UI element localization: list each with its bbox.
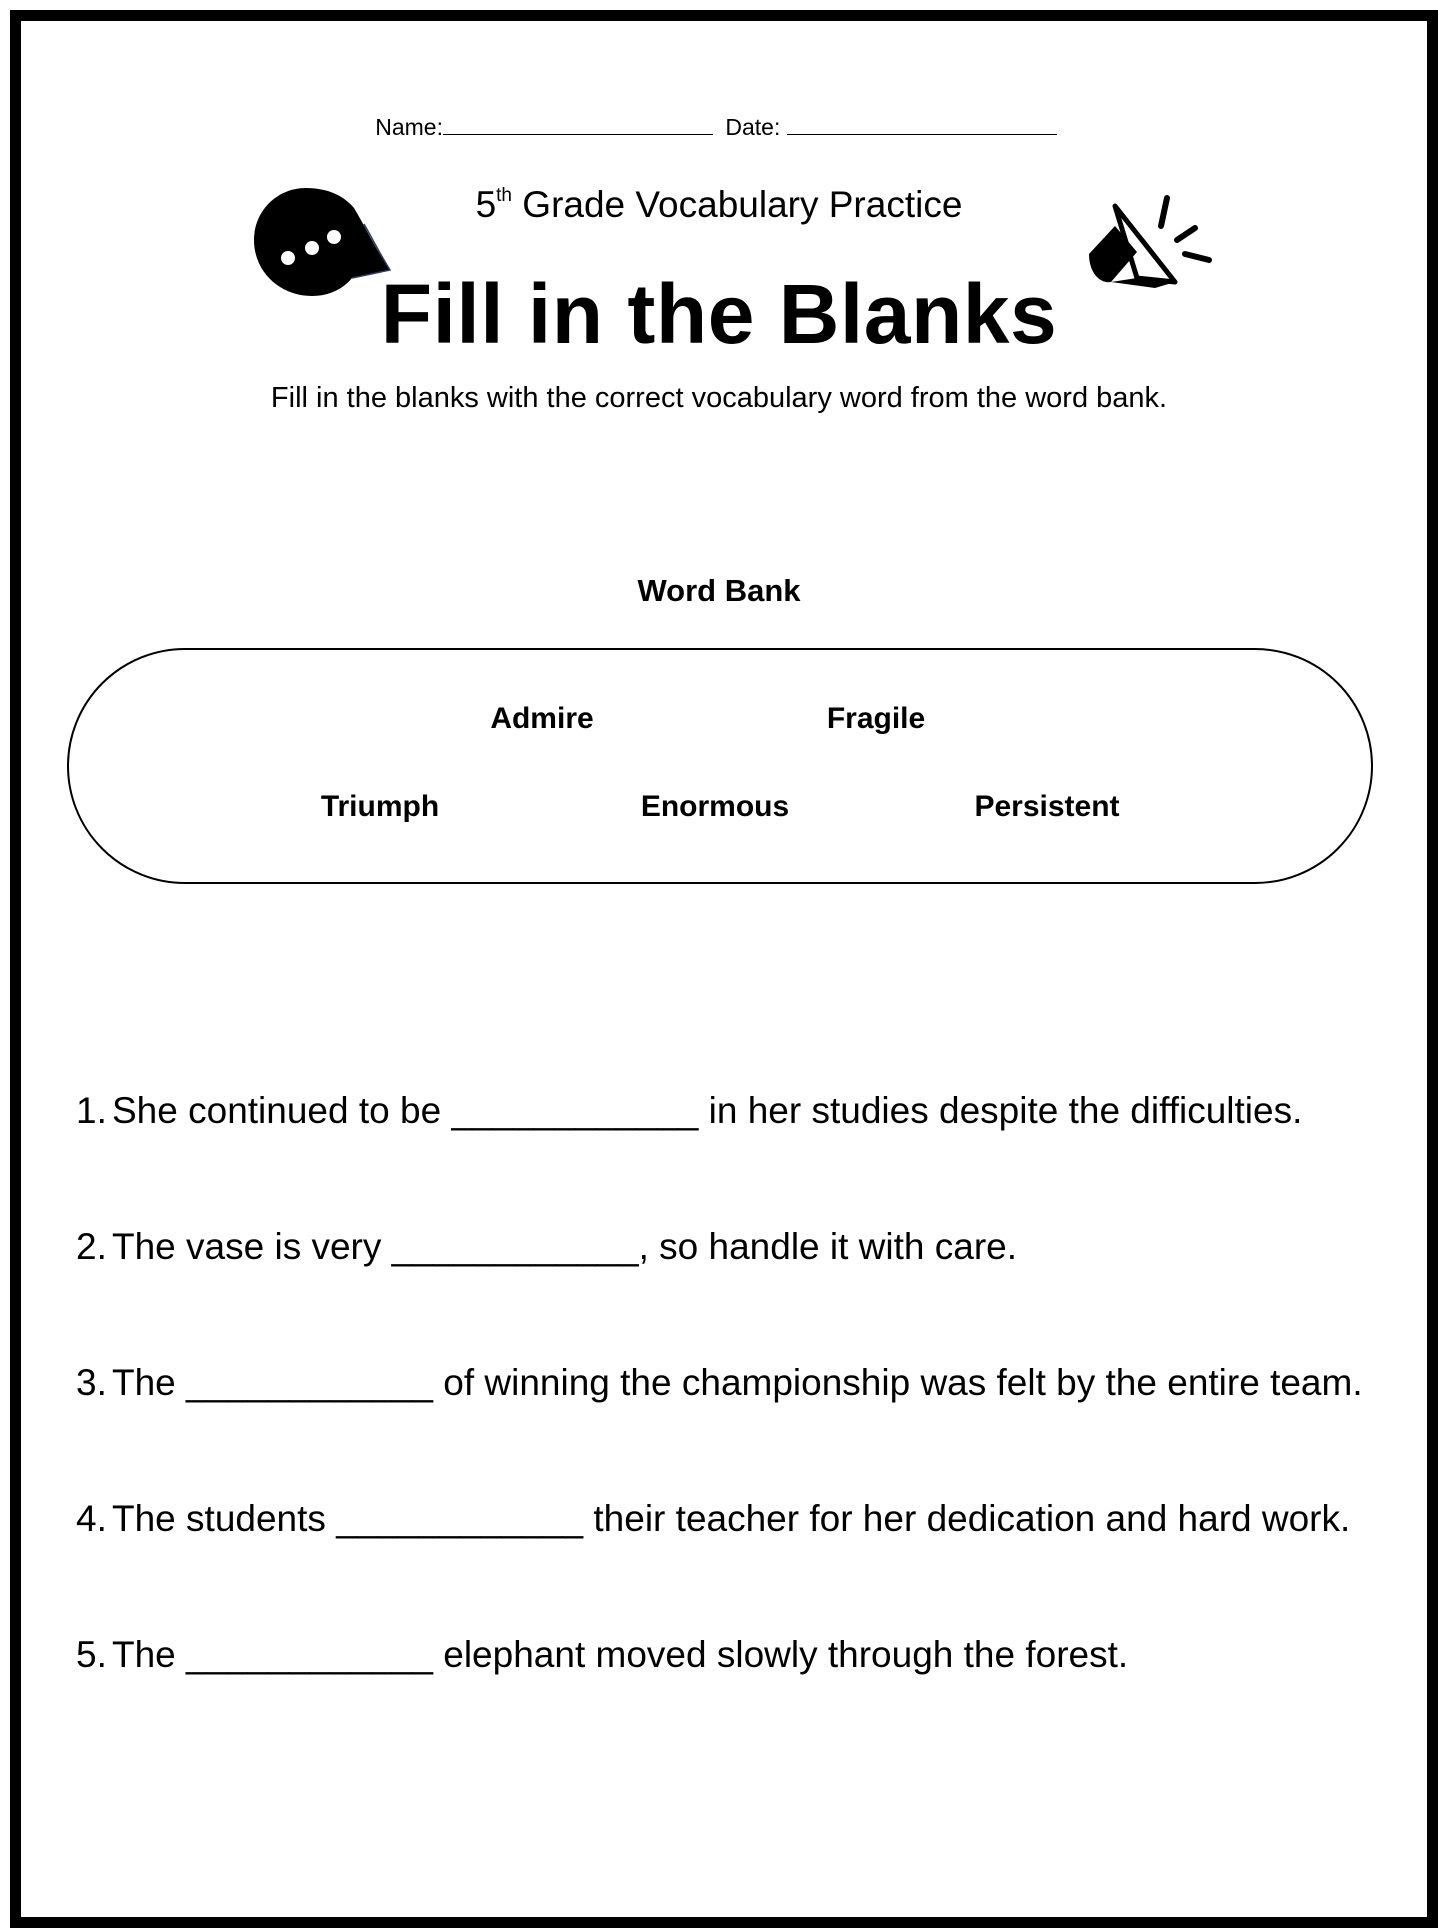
question-1 bbox=[76, 1090, 1302, 1132]
grade-number: 5 bbox=[475, 184, 497, 225]
question-text-before: She continued to be bbox=[112, 1090, 452, 1131]
date-line[interactable] bbox=[787, 116, 1057, 135]
question-5 bbox=[76, 1634, 1128, 1676]
question-text-before: The vase is very bbox=[112, 1226, 392, 1267]
date-label: Date: bbox=[725, 114, 781, 140]
word-bank-item: Admire bbox=[490, 702, 594, 735]
answer-blank[interactable]: ____________ bbox=[186, 1634, 433, 1675]
question-text-after: , so handle it with care. bbox=[638, 1226, 1018, 1267]
question-text-before: The students bbox=[112, 1498, 337, 1539]
word-bank-item: Triumph bbox=[320, 790, 440, 823]
word-bank-box bbox=[67, 648, 1373, 884]
name-line[interactable] bbox=[443, 116, 713, 135]
question-text-after: elephant moved slowly through the forest. bbox=[432, 1634, 1129, 1675]
word-bank-item: Fragile bbox=[826, 702, 926, 735]
answer-blank[interactable]: ____________ bbox=[186, 1362, 433, 1403]
grade-suffix: th bbox=[496, 185, 513, 206]
answer-blank[interactable]: ____________ bbox=[391, 1226, 639, 1267]
word-bank-title: Word Bank bbox=[637, 573, 801, 608]
question-4 bbox=[76, 1498, 1350, 1540]
subtitle-text: Grade Vocabulary Practice bbox=[512, 184, 963, 225]
question-number: 2. bbox=[76, 1226, 107, 1267]
question-text-before: The bbox=[112, 1634, 187, 1675]
subtitle bbox=[0, 184, 1438, 226]
word-bank-item: Enormous bbox=[640, 790, 790, 823]
answer-blank[interactable]: ____________ bbox=[451, 1090, 699, 1131]
question-number: 4. bbox=[76, 1498, 107, 1539]
instructions: Fill in the blanks with the correct vocabulary word from the word bank. bbox=[270, 382, 1168, 414]
question-text-after: their teacher for her dedication and hard work. bbox=[583, 1498, 1351, 1539]
question-number: 5. bbox=[76, 1634, 107, 1675]
word-bank-item: Persistent bbox=[974, 790, 1120, 823]
name-date-row bbox=[0, 114, 1438, 141]
question-number: 3. bbox=[76, 1362, 107, 1403]
question-number: 1. bbox=[76, 1090, 107, 1131]
question-text-after: of winning the championship was felt by the entire team. bbox=[432, 1362, 1363, 1403]
question-text-after: in her studies despite the difficulties. bbox=[698, 1090, 1303, 1131]
name-label: Name: bbox=[375, 114, 443, 140]
answer-blank[interactable]: ____________ bbox=[336, 1498, 584, 1539]
page-title: Fill in the Blanks bbox=[380, 267, 1058, 361]
question-3 bbox=[76, 1362, 1363, 1404]
question-text-before: The bbox=[112, 1362, 187, 1403]
question-2 bbox=[76, 1226, 1017, 1268]
